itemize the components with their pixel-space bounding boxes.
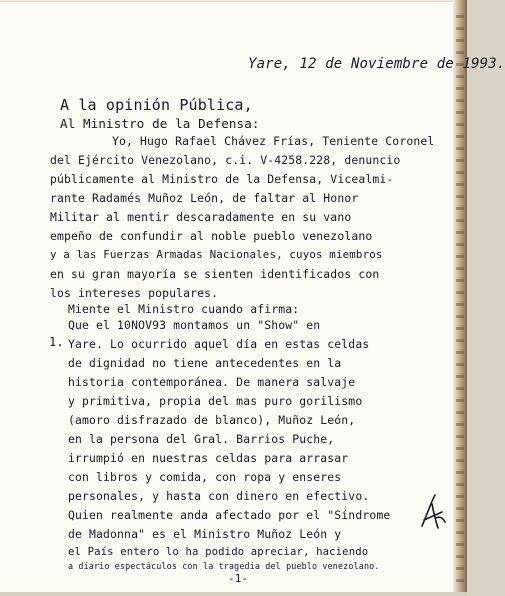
body-line: Militar al mentir descaradamente en su vano [50, 210, 352, 224]
item-line: en la persona del Gral. Barrios Puche, [68, 432, 335, 446]
item-line: el País entero lo ha podido apreciar, haciendo [68, 546, 369, 558]
body-line: y a las Fuerzas Armadas Nacionales, cuyos miembros [50, 248, 383, 261]
page-bottom-edge [0, 592, 467, 596]
page-number: -1- [228, 572, 249, 585]
item-line: con libros y comida, con ropa y enseres [68, 470, 342, 484]
body-line: empeño de confundir al noble pueblo venezolano [50, 229, 373, 243]
item-line: historia contemporánea. De manera salvaje [68, 375, 356, 389]
body-line: en su gran mayoría se sienten identificados con [50, 267, 380, 281]
body-line: del Ejército Venezolano, c.i. V-4258.228, denuncio [50, 153, 401, 167]
body-line: los intereses populares. [50, 286, 219, 300]
page-top-edge [0, 0, 453, 2]
item-line: Quien realmente anda afectado por el "Síndrome [68, 508, 391, 522]
item-line: Yare. Lo ocurrido aquel día en estas celdas [68, 337, 370, 351]
item-line: personales, y hasta con dinero en efectivo. [68, 489, 370, 503]
binding-holes [456, 6, 464, 590]
item-line: a diario espectáculos con la tragedia del pueblo venezolano. [68, 561, 380, 571]
body-line: Miente el Ministro cuando afirma: [68, 302, 300, 316]
body-line: públicamente al Ministro de la Defensa, Vicealmi- [50, 172, 394, 186]
notebook-binding [453, 0, 467, 596]
item-line: de Madonna" es el Ministro Muñoz León y [68, 527, 342, 541]
item-line: y primitiva, propia del mas puro gorilismo [68, 394, 363, 408]
item-line: de dignidad no tiene antecedentes en la [68, 356, 342, 370]
handwritten-initials [418, 492, 448, 532]
item-line: Que el 10NOV93 montamos un "Show" en [68, 318, 321, 332]
salutation-minister: Al Ministro de la Defensa: [60, 116, 260, 131]
item-line: (amoro disfrazado de blanco), Muñoz León, [68, 413, 356, 427]
salutation-public: A la opinión Pública, [60, 96, 253, 114]
item-line: irrumpió en nuestras celdas para arrasar [68, 451, 349, 465]
body-line: Yo, Hugo Rafael Chávez Frías, Teniente Coronel [112, 134, 435, 148]
body-line: rante Radamés Muñoz León, de faltar al Honor [50, 191, 359, 205]
item-number: 1. [49, 335, 64, 349]
letter-date: Yare, 12 de Noviembre de 1993. [248, 56, 505, 72]
